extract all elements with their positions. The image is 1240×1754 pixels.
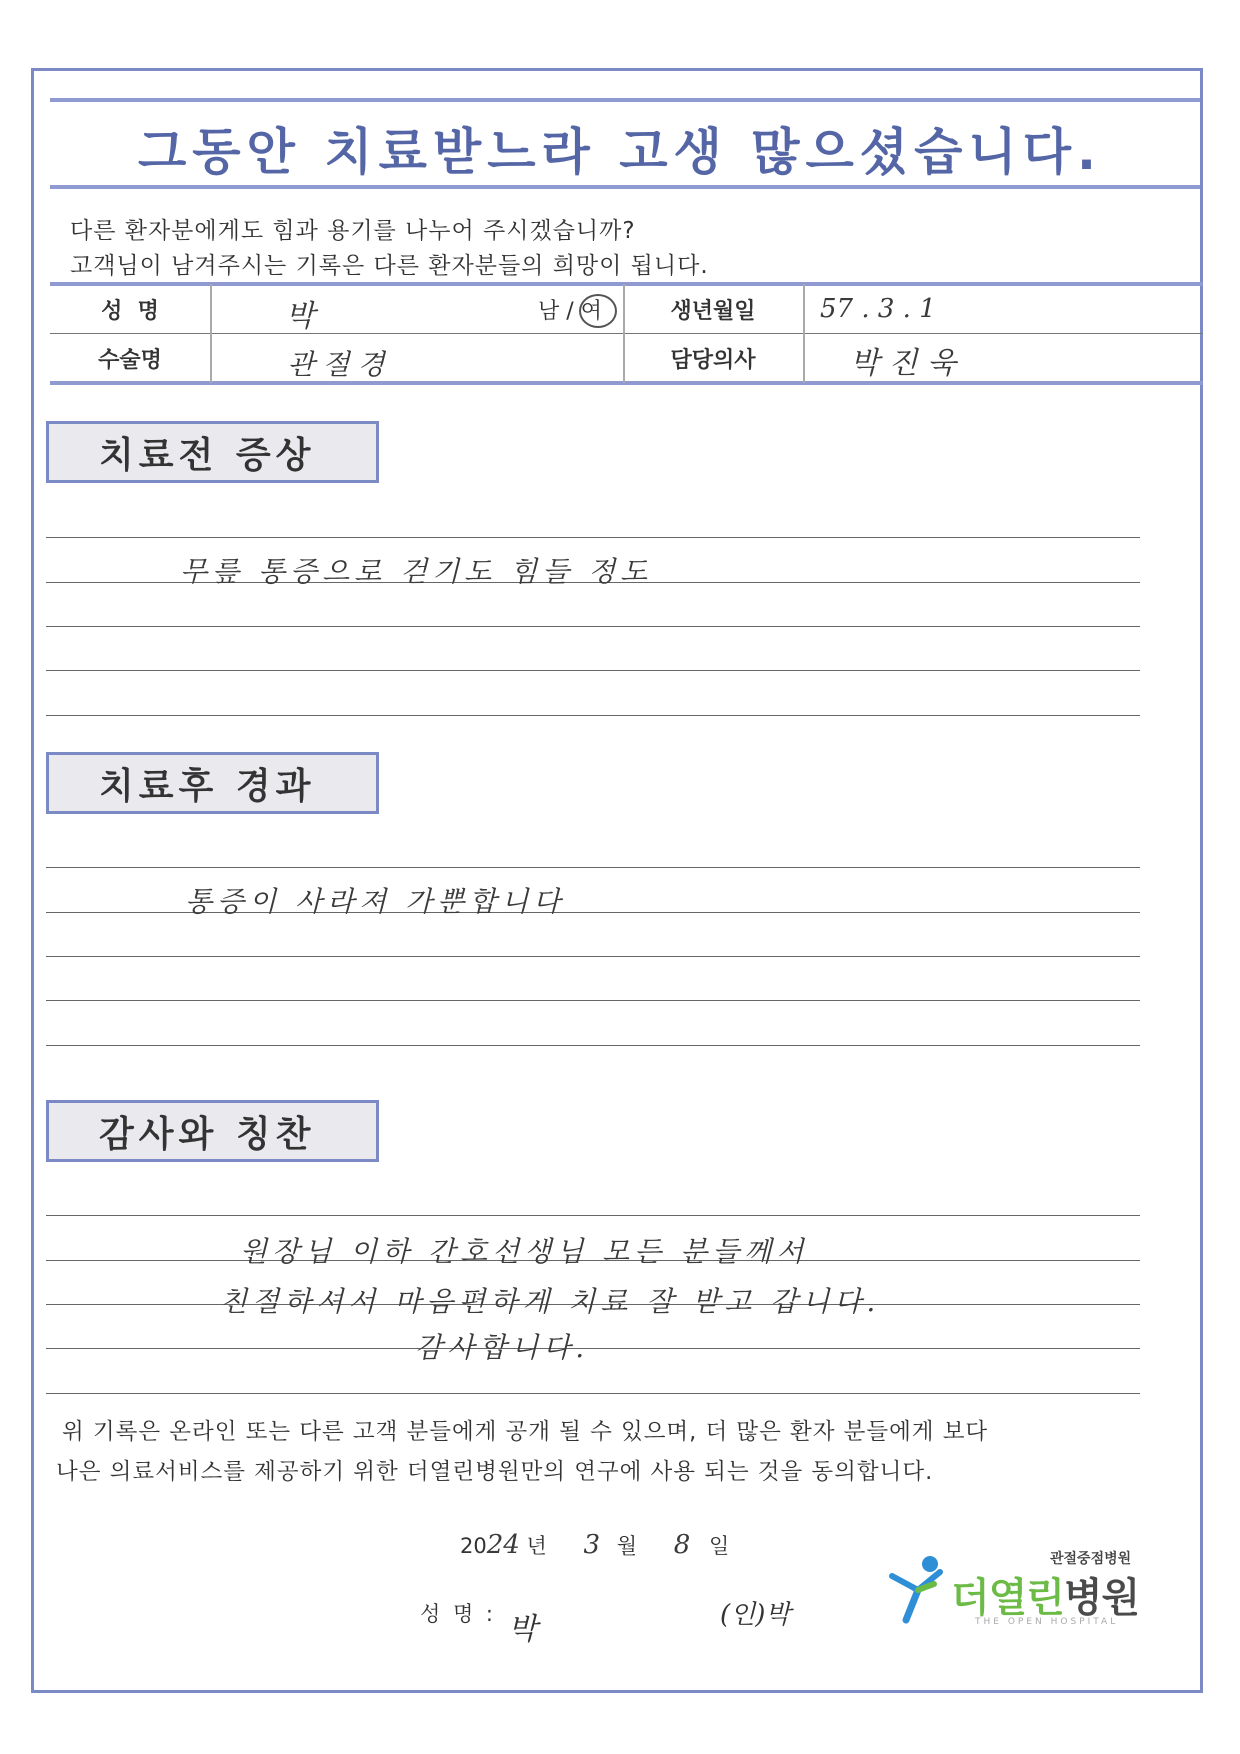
write-line	[46, 670, 1140, 671]
consent-line-2: 나은 의료서비스를 제공하기 위한 더열린병원만의 연구에 사용 되는 것을 동의합니다.	[56, 1459, 934, 1485]
thanks-text-line-2: 친절하셔서 마음편하게 치료 잘 받고 갑니다.	[220, 1285, 881, 1318]
gender-label: 남 / 여	[538, 298, 602, 324]
section-before-heading: 치료전 증상	[46, 421, 379, 483]
logo-english: THE OPEN HOSPITAL	[975, 1617, 1119, 1627]
surgery-label: 수술명	[98, 347, 162, 373]
name-value: 박	[285, 299, 315, 334]
date-month-unit: 월	[616, 1534, 638, 1558]
gender-female-circle	[579, 294, 617, 328]
write-line	[46, 1000, 1140, 1001]
section-after-heading: 치료후 경과	[46, 752, 379, 814]
write-line	[46, 1348, 1140, 1349]
date-year-prefix: 20	[460, 1534, 487, 1558]
write-line	[46, 867, 1140, 868]
date-day: 8	[673, 1530, 691, 1560]
write-line	[46, 956, 1140, 957]
intro-line-2: 고객님이 남겨주시는 기록은 다른 환자분들의 희망이 됩니다.	[70, 253, 709, 279]
write-line	[46, 1045, 1140, 1046]
signature-label: 성 명 :	[420, 1602, 496, 1626]
consent-line-1: 위 기록은 온라인 또는 다른 고객 분들에게 공개 될 수 있으며, 더 많은 환자 분들에게 보다	[62, 1419, 989, 1445]
name-label: 성 명	[101, 298, 159, 324]
doctor-label: 담당의사	[670, 347, 756, 373]
thanks-text-line-3: 감사합니다.	[415, 1331, 590, 1364]
intro-line-1: 다른 환자분에게도 힘과 용기를 나누어 주시겠습니까?	[70, 218, 636, 244]
logo-subtitle: 관절중점병원	[1050, 1551, 1132, 1567]
logo-name-part2: 병원	[1063, 1575, 1140, 1621]
logo-mark-icon	[888, 1554, 948, 1624]
logo-name	[951, 1566, 1139, 1623]
write-line	[46, 1393, 1140, 1394]
before-text-line-1: 무릎 통증으로 걷기도 힘들 정도	[180, 555, 653, 588]
info-mid-rule	[50, 333, 1203, 334]
info-divider	[210, 284, 212, 383]
date-line	[460, 1530, 729, 1560]
info-divider	[803, 284, 805, 383]
date-year-suffix: 24	[486, 1530, 520, 1560]
section-thanks-heading: 감사와 칭찬	[46, 1100, 379, 1162]
title-top-rule	[50, 98, 1200, 102]
logo-name-part1: 더열린	[951, 1575, 1064, 1621]
date-year-unit: 년	[526, 1534, 547, 1558]
date-month: 3	[583, 1530, 601, 1560]
surgery-value: 관절경	[287, 348, 393, 381]
write-line	[46, 715, 1140, 716]
thanks-text-line-1: 원장님 이하 간호선생님 모든 분들께서	[240, 1235, 809, 1268]
after-text-line-1: 통증이 사라져 가뿐합니다	[185, 885, 566, 918]
title-bottom-rule	[50, 185, 1200, 189]
write-line	[46, 537, 1140, 538]
signature-name: 박	[508, 1612, 537, 1647]
dob-value: 57 . 3 . 1	[820, 294, 936, 324]
dob-label: 생년월일	[670, 298, 756, 324]
info-bottom-rule	[50, 381, 1203, 385]
write-line	[46, 1215, 1140, 1216]
write-line	[46, 626, 1140, 627]
date-day-unit: 일	[708, 1534, 730, 1558]
page-title: 그동안 치료받느라 고생 많으셨습니다.	[137, 123, 1102, 181]
signature-seal: (인)박	[720, 1600, 791, 1630]
doctor-value: 박 진 욱	[850, 346, 957, 381]
